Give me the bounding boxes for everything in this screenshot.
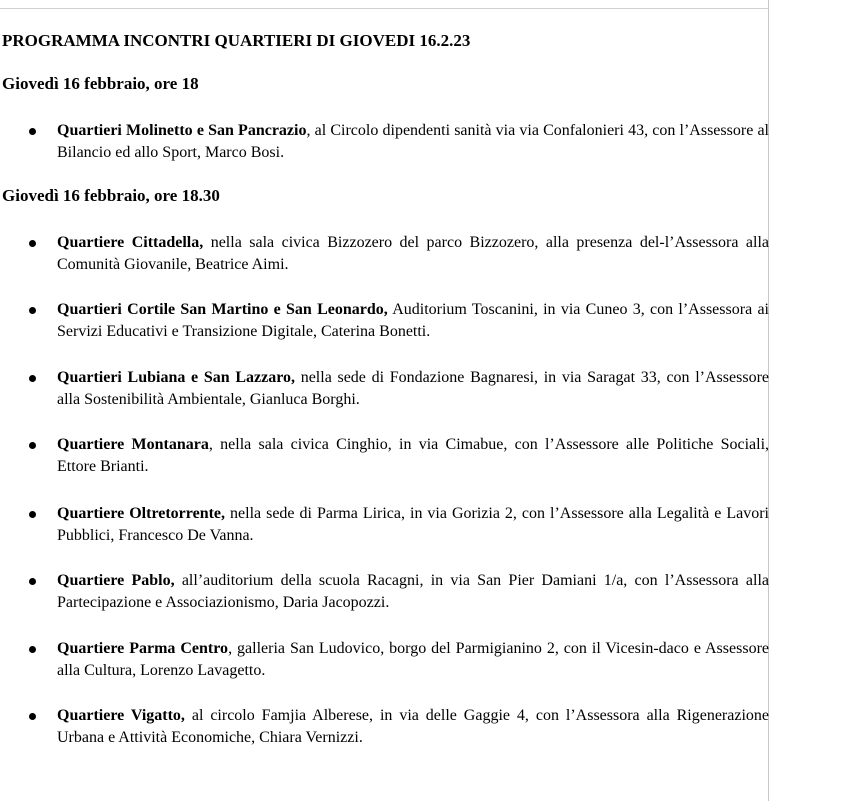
list-item-body: nella sede di Fondazione Bagnaresi, in via Saragat 33, con l’Assessore alla Sostenibilità Ambientale, Gianluca Borghi. [57, 369, 769, 408]
list-item-body: Auditorium Toscanini, in via Cuneo 3, con l’Assessora ai Servizi Educativi e Transizione Digitale, Caterina Bonetti. [57, 301, 769, 340]
list-item-body: nella sede di Parma Lirica, in via Gorizia 2, con l’Assessore alla Legalità e Lavori Pubblici, Francesco De Vanna. [57, 505, 769, 544]
list-item-text [57, 232, 769, 276]
list-item-text [57, 299, 769, 343]
document-title: PROGRAMMA INCONTRI QUARTIERI DI GIOVEDI 16.2.23 [2, 31, 471, 50]
list-item-text [57, 367, 769, 411]
list-item-text [57, 705, 769, 749]
page-top-border [0, 8, 769, 9]
list-item-lead: Quartieri Cortile San Martino e San Leonardo, [57, 301, 388, 318]
bullet-icon [29, 511, 36, 518]
list-item-body: , galleria San Ludovico, borgo del Parmigianino 2, con il Vicesin-daco e Assessore alla Cultura, Lorenzo Lavagetto. [57, 640, 769, 679]
list-item-text [57, 120, 769, 164]
list-item-text [57, 434, 769, 478]
bullet-icon [29, 375, 36, 382]
list-item-text [57, 503, 769, 547]
list-item-lead: Quartiere Montanara [57, 436, 209, 453]
list-item-lead: Quartiere Oltretorrente, [57, 505, 226, 522]
bullet-icon [29, 646, 36, 653]
list-item-body: nella sala civica Bizzozero del parco Bizzozero, alla presenza del-l’Assessora alla Comunità Giovanile, Beatrice Aimi. [57, 234, 770, 273]
list-item-body: all’auditorium della scuola Racagni, in via San Pier Damiani 1/a, con l’Assessora alla Partecipazione e Associazionismo, Daria Jacopozzi. [57, 572, 769, 611]
list-item-lead: Quartieri Lubiana e San Lazzaro, [57, 369, 296, 386]
bullet-icon [29, 307, 36, 314]
bullet-icon [29, 578, 36, 585]
list-item-lead: Quartiere Cittadella, [57, 234, 204, 251]
section-heading-ore-18: Giovedì 16 febbraio, ore 18 [2, 74, 199, 93]
list-item-lead: Quartiere Vigatto, [57, 707, 185, 724]
bullet-icon [29, 442, 36, 449]
bullet-icon [29, 240, 36, 247]
bullet-icon [29, 128, 36, 135]
list-item-body: al circolo Famjia Alberese, in via delle Gaggie 4, con l’Assessora alla Rigenerazione Urbana e Attività Economiche, Chiara Vernizzi. [57, 707, 769, 746]
list-item-text [57, 570, 769, 614]
list-item-lead: Quartiere Parma Centro [57, 640, 229, 657]
list-item-body: , nella sala civica Cinghio, in via Cimabue, con l’Assessore alle Politiche Sociali, Ettore Brianti. [57, 436, 770, 475]
section-heading-ore-1830: Giovedì 16 febbraio, ore 18.30 [2, 186, 220, 205]
list-item-lead: Quartiere Pablo, [57, 572, 175, 589]
list-item-text [57, 638, 769, 682]
list-item-body: , al Circolo dipendenti sanità via via Confalonieri 43, con l’Assessore al Bilancio ed allo Sport, Marco Bosi. [57, 122, 769, 161]
bullet-icon [29, 713, 36, 720]
list-item-lead: Quartieri Molinetto e San Pancrazio [57, 122, 307, 139]
